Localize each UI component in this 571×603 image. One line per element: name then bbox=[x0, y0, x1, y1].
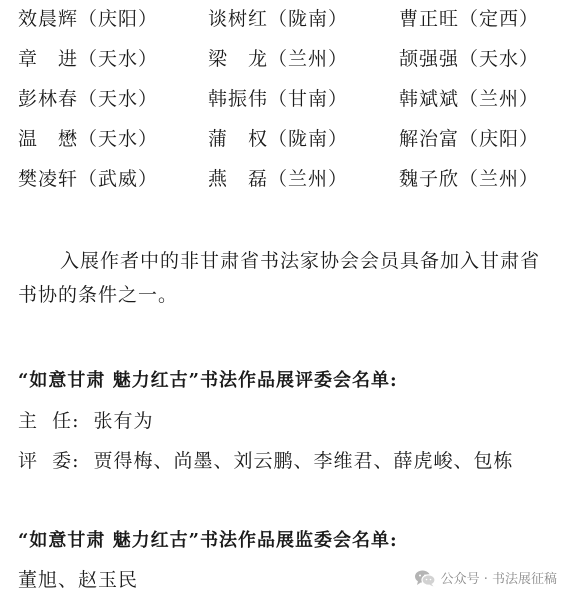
jury-committee-heading: “如意甘肃 魅力红古”书法作品展评委会名单: bbox=[18, 370, 398, 391]
name-entry: 谈树红（陇南） bbox=[208, 8, 349, 30]
supervision-committee-heading: “如意甘肃 魅力红古”书法作品展监委会名单: bbox=[18, 530, 398, 551]
wechat-account-watermark bbox=[414, 568, 557, 587]
membership-note-paragraph: 入展作者中的非甘肃省书法家协会会员具备加入甘肃省书协的条件之一。 bbox=[18, 250, 541, 306]
name-entry: 曹正旺（定西） bbox=[399, 8, 540, 30]
name-entry: 解治富（庆阳） bbox=[399, 128, 540, 150]
name-entry: 效晨辉（庆阳） bbox=[18, 8, 159, 30]
name-entry: 韩斌斌（兰州） bbox=[399, 88, 540, 110]
jury-chair-line: 主 任: 张有为 bbox=[18, 410, 154, 432]
name-row bbox=[18, 164, 558, 204]
name-entry: 彭林春（天水） bbox=[18, 88, 159, 110]
jury-members-line: 评 委: 贾得梅、尚墨、刘云鹏、李维君、薛虎峻、包栋 bbox=[18, 450, 514, 472]
name-row bbox=[18, 44, 558, 84]
name-entry: 章 进（天水） bbox=[18, 48, 159, 70]
name-entry: 蒲 权（陇南） bbox=[208, 128, 349, 150]
name-entry: 颉强强（天水） bbox=[399, 48, 540, 70]
name-row bbox=[18, 124, 558, 164]
watermark-text: 公众号 · 书法展征稿 bbox=[440, 572, 557, 587]
name-entry: 魏子欣（兰州） bbox=[399, 168, 540, 190]
name-entry: 梁 龙（兰州） bbox=[208, 48, 349, 70]
wechat-icon bbox=[414, 569, 436, 587]
name-entry: 温 懋（天水） bbox=[18, 128, 159, 150]
winners-name-list bbox=[18, 4, 558, 204]
name-entry: 韩振伟（甘南） bbox=[208, 88, 349, 110]
name-row bbox=[18, 84, 558, 124]
name-row bbox=[18, 4, 558, 44]
name-entry: 樊凌轩（武威） bbox=[18, 168, 159, 190]
name-entry: 燕 磊（兰州） bbox=[208, 168, 349, 190]
supervision-members-line: 董旭、赵玉民 bbox=[18, 569, 139, 591]
